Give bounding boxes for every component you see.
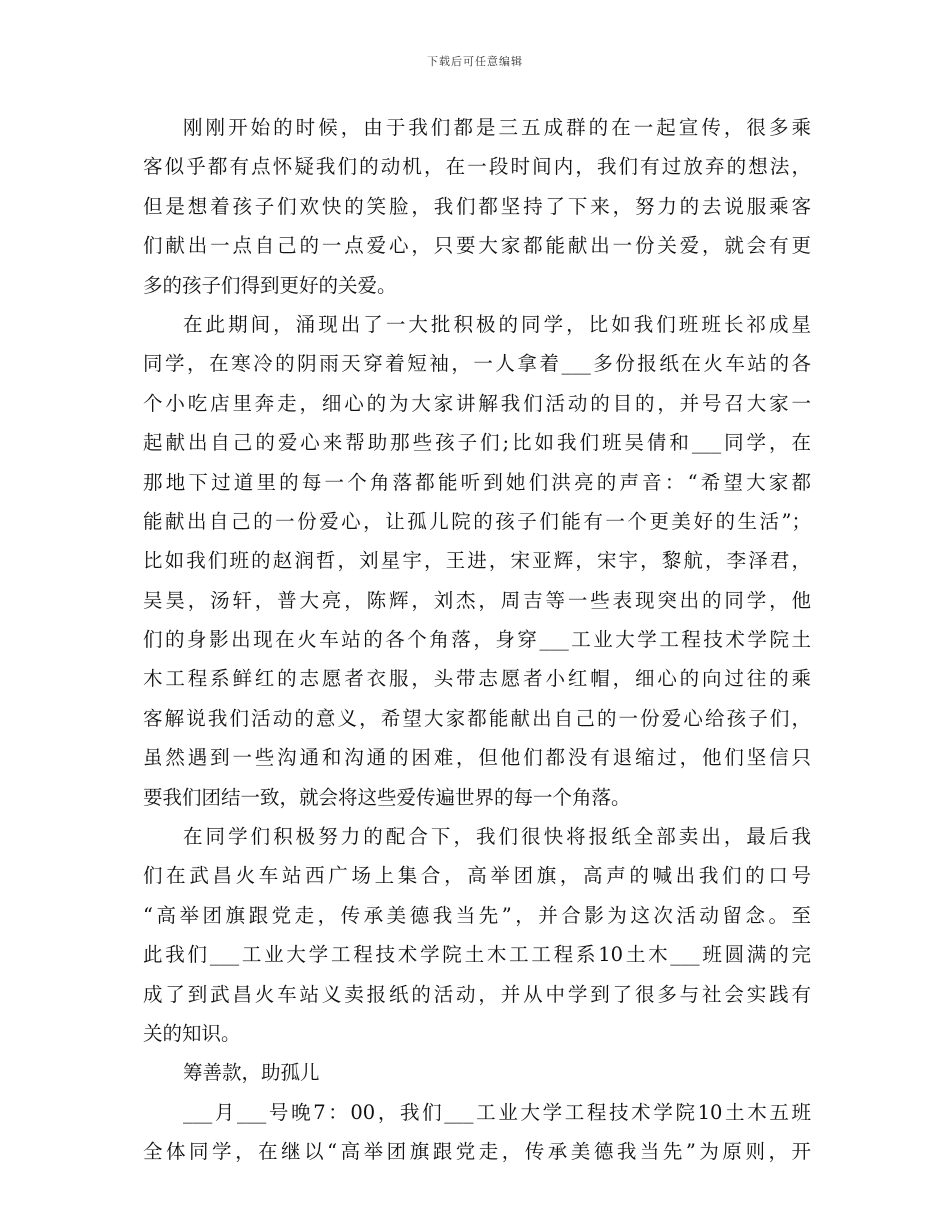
- text-line: 能献出自己的一份爱心，让孤儿院的孩子们能有一个更美好的生活”；: [143, 509, 811, 533]
- text-line: 在此期间，涌现出了一大批积极的同学，比如我们班班长祁成星: [183, 312, 811, 336]
- text-line: 起献出自己的爱心来帮助那些孩子们;比如我们班吴倩和___同学，在: [143, 431, 811, 455]
- text-line: 那地下过道里的每一个角落都能听到她们洪亮的声音：“希望大家都: [143, 470, 811, 494]
- text-line: ___月___号晚7：00，我们___工业大学工程技术学院10土木五班: [183, 1100, 811, 1124]
- text-line: 们献出一点自己的一点爱心，只要大家都能献出一份关爱，就会有更: [143, 234, 811, 258]
- text-line: 成了到武昌火车站义卖报纸的活动，并从中学到了很多与社会实践有: [143, 982, 811, 1006]
- text-line: 虽然遇到一些沟通和沟通的困难，但他们都没有退缩过，他们坚信只: [143, 746, 811, 770]
- text-line: “高举团旗跟党走，传承美德我当先”，并合影为这次活动留念。至: [143, 903, 811, 927]
- text-line: 客解说我们活动的意义，希望大家都能献出自己的一份爱心给孩子们，: [143, 706, 811, 730]
- text-line: 在同学们积极努力的配合下，我们很快将报纸全部卖出，最后我: [183, 825, 811, 849]
- text-line: 比如我们班的赵润哲，刘星宇，王进，宋亚辉，宋宇，黎航，李泽君，: [143, 549, 811, 573]
- text-line: 关的知识。: [143, 1021, 241, 1045]
- document-body: [143, 108, 811, 1172]
- text-line: 木工程系鲜红的志愿者衣服，头带志愿者小红帽，细心的向过往的乘: [143, 667, 811, 691]
- text-line: 此我们___工业大学工程技术学院土木工工程系10土木___班圆满的完: [143, 943, 811, 967]
- text-line: 同学，在寒冷的阴雨天穿着短袖，一人拿着___多份报纸在火车站的各: [143, 352, 811, 376]
- page-header: 下载后可任意编辑: [427, 55, 523, 68]
- text-line: 个小吃店里奔走，细心的为大家讲解我们活动的目的，并号召大家一: [143, 391, 811, 415]
- text-line: 客似乎都有点怀疑我们的动机，在一段时间内，我们有过放弃的想法，: [143, 155, 811, 179]
- text-line: 但是想着孩子们欢快的笑脸，我们都坚持了下来，努力的去说服乘客: [143, 194, 811, 218]
- text-line: 全体同学，在继以“高举团旗跟党走，传承美德我当先”为原则，开: [143, 1140, 811, 1164]
- text-line: 们在武昌火车站西广场上集合，高举团旗，高声的喊出我们的口号: [143, 864, 811, 888]
- text-line: 吴昊，汤轩，普大亮，陈辉，刘杰，周吉等一些表现突出的同学，他: [143, 588, 811, 612]
- text-line: 们的身影出现在火车站的各个角落，身穿___工业大学工程技术学院土: [143, 628, 811, 652]
- text-line: 筹善款，助孤儿: [183, 1061, 320, 1085]
- text-line: 刚刚开始的时候，由于我们都是三五成群的在一起宣传，很多乘: [183, 116, 811, 139]
- text-line: 多的孩子们得到更好的关爱。: [143, 273, 397, 297]
- text-line: 要我们团结一致，就会将这些爱传遍世界的每一个角落。: [143, 785, 631, 809]
